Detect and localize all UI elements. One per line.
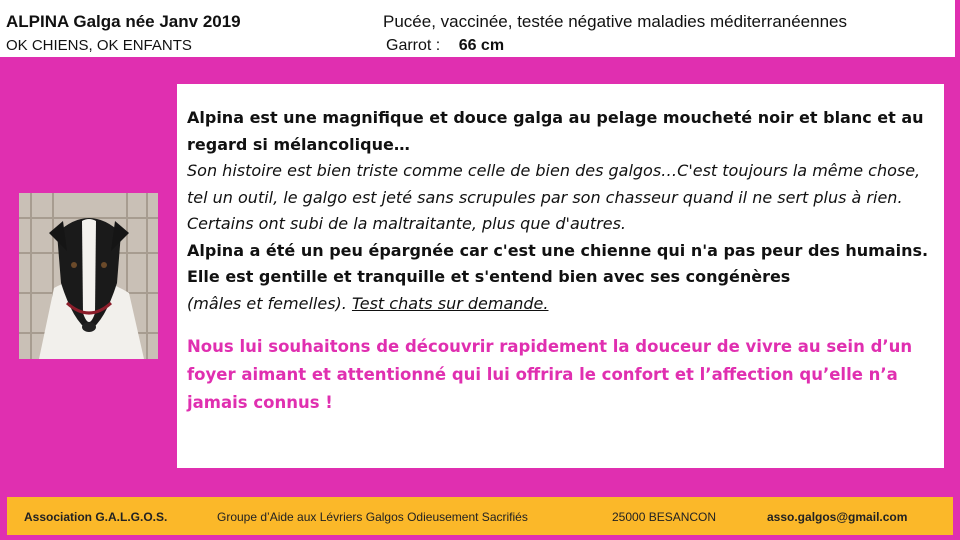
description-text <box>187 105 932 417</box>
wish-text: Nous lui souhaitons de découvrir rapidement la douceur de vivre au sein d’un foyer aimant et attentionné qui lui offrira le confort et l’affection qu’elle n’a jamais connus ! <box>187 337 913 412</box>
description-box <box>177 84 944 468</box>
males-females-text: (mâles et femelles). <box>187 293 347 313</box>
header-bar <box>0 0 955 57</box>
association-city: 25000 BESANCON <box>612 510 717 524</box>
compatibility-line: OK CHIENS, OK ENFANTS <box>6 37 192 54</box>
garrot-value: 66 cm <box>458 37 505 54</box>
association-name: Association G.A.L.G.O.S. <box>24 510 168 524</box>
temperament-text: Elle est gentille et tranquille et s'entend bien avec ses congénères <box>187 267 791 286</box>
story-text: Son histoire est bien triste comme celle de bien des galgos…C'est toujours la même chose, tel un outil, le galgo est jeté sans scrupules par son chasseur quand il ne sert plus à rien. Certains ont subi de la maltraitante, plus que d'autres. <box>187 161 921 233</box>
association-full-name: Groupe d’Aide aux Lévriers Galgos Odieusement Sacrifiés <box>217 510 528 524</box>
health-status: Pucée, vaccinée, testée négative maladies méditerranéennes <box>383 12 848 31</box>
footer-bar <box>7 497 953 535</box>
cat-test-text: Test chats sur demande. <box>351 293 549 313</box>
garrot-line <box>386 37 504 55</box>
dog-photo <box>19 193 158 359</box>
garrot-label: Garrot : <box>386 37 441 54</box>
dog-photo-illustration <box>19 193 158 359</box>
spared-text: Alpina a été un peu épargnée car c'est une chienne qui n'a pas peur des humains. <box>187 240 929 260</box>
association-email[interactable]: asso.galgos@gmail.com <box>767 510 908 524</box>
dog-title: ALPINA Galga née Janv 2019 <box>6 12 241 31</box>
intro-text: Alpina est une magnifique et douce galga au pelage moucheté noir et blanc et au regard si mélancolique… <box>187 108 924 154</box>
